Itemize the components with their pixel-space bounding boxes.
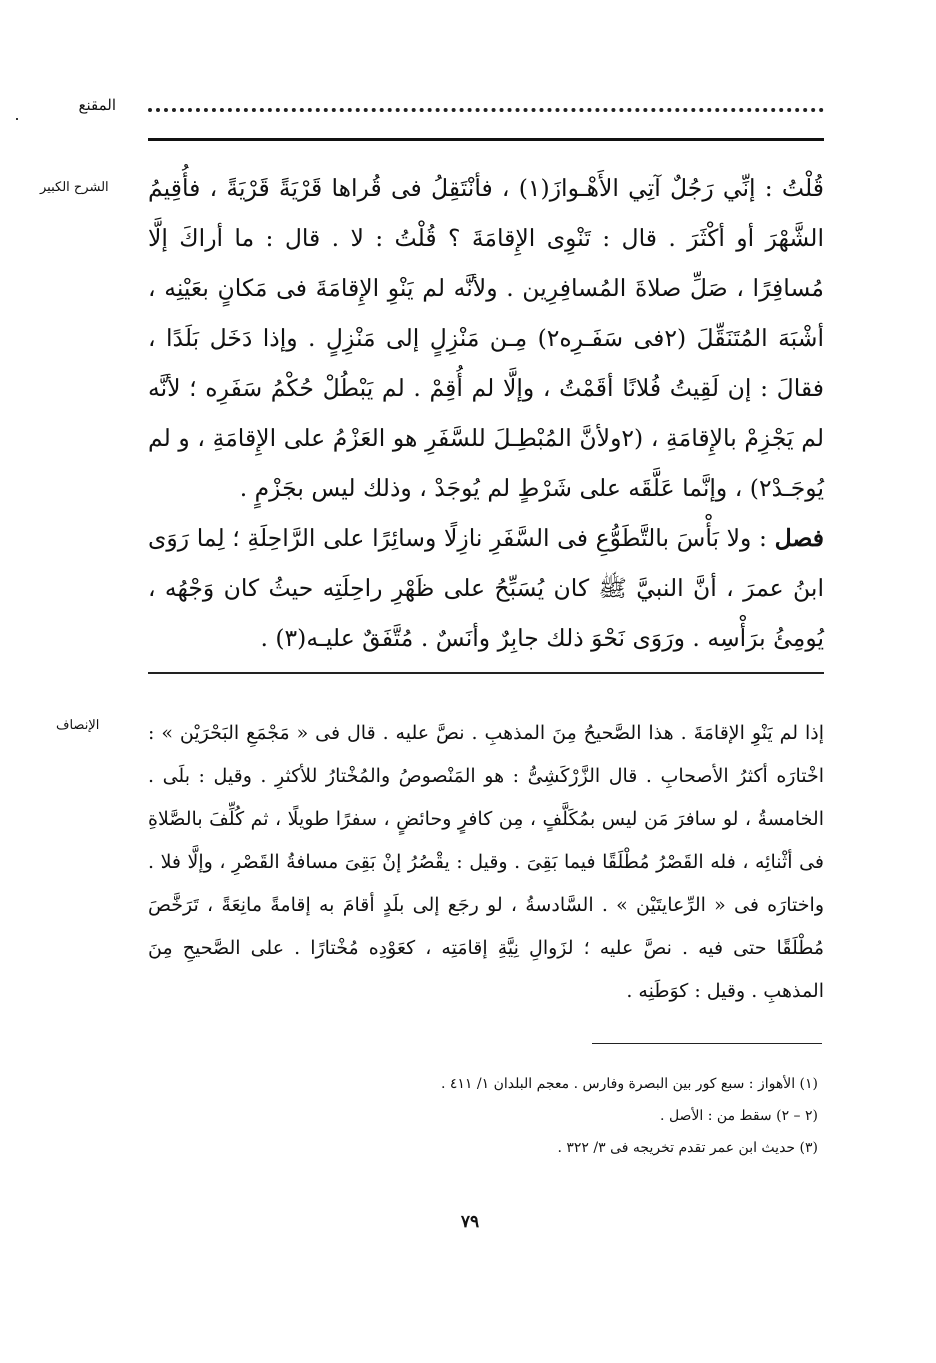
- sharh-paragraph-2: [148, 513, 824, 663]
- running-header-title: المقنع: [78, 96, 116, 114]
- section-divider: [148, 672, 824, 674]
- footnote-rule: [592, 1043, 822, 1044]
- sharh-paragraph-1: قُلْتُ : إنِّي رَجُلٌ آتِي الأَهْـوازَ(١) ، فأنْتَقِلُ فى قُراها قَرْيَةً قَرْيَةً ، فأُقِيمُ الشَّهْرَ أو أكْثَرَ . قال : تَنْوِى الإِقامَةَ ؟ قُلْتُ : لا . قال : ما أراكَ إلَّا مُسافِرًا ، صَلِّ صلاةَ المُسافِرِين . ولأنَّه لم يَنْوِ الإِقامَةَ فى مَكانٍ بعَيْنِه ، أشْبَهَ المُتَنَقِّلَ (٢فى سَفَـرِه٢) مِـن مَنْزِلٍ إلى مَنْزِلٍ . وإذا دَخَل بَلَدًا ، فقالَ : إن لَقِيتُ فُلانًا أقَمْتُ ، وإلَّا لم أُقِمْ . لم يَبْطُلْ حُكْمُ سَفَرِه ؛ لأنَّه لم يَجْزِمْ بالإِقامَةِ ، (٢ولأنَّ المُبْطِـلَ للسَّفَرِ هو العَزْمُ على الإِقامَةِ ، و لم يُوجَـدْ٢) ، وإنَّما عَلَّقَه على شَرْطٍ لم يُوجَدْ ، وذلك ليس بجَزْمٍ .: [148, 174, 825, 502]
- footnote-1: (١) الأهواز : سبع كور بين البصرة وفارس . معجم البلدان ١/ ٤١١ .: [440, 1076, 818, 1092]
- footnote-2: (٢ – ٢) سقط من : الأصل .: [660, 1108, 818, 1124]
- sharh-text-block: [148, 163, 824, 663]
- margin-label-sharh: الشرح الكبير: [40, 180, 109, 195]
- margin-label-insaf: الإنصاف: [56, 718, 100, 733]
- page-number: ٧٩: [460, 1212, 480, 1232]
- header-rule: [148, 138, 824, 141]
- fasl-text: : ولا بَأْسَ بالتَّطَوُّعِ فى السَّفَرِ نازِلًا وسائِرًا على الرَّاحِلَةِ ؛ لِما رَوَى ابنُ عمرَ ، أنَّ النبيَّ ﷺ كان يُسَبِّحُ على ظَهْرِ راحِلَتِه حيثُ كان وَجْهُه ، يُومِئُ برَأْسِه . ورَوَى نَحْوَ ذلك جابِرٌ وأنَسٌ . مُتَّفَقٌ عليـه(٣) .: [148, 524, 824, 652]
- header-dotted-leader: [148, 98, 824, 112]
- footnote-3: (٣) حديث ابن عمر تقدم تخريجه فى ٣/ ٣٢٢ .: [557, 1140, 818, 1156]
- stray-mark: [16, 118, 18, 120]
- insaf-text-block: [148, 712, 824, 1013]
- fasl-heading: فصل: [774, 524, 824, 552]
- insaf-paragraph: إذا لم يَنْوِ الإقامَةَ . هذا الصَّحيحُ مِنَ المذهبِ . نصَّ عليه . قال فى « مَجْمَعِ البَحْرَيْن » : اخْتارَه أكثرُ الأصحابِ . قال الزَّرْكَشِىُّ : هو المَنْصوصُ والمُخْتارُ للأكثرِ . وقيل : بلَى . الخامسةُ ، لو سافرَ مَن ليس بمُكَلَّفٍ ، مِن كافرٍ وحائضٍ ، سفرًا طويلًا ، ثم كُلِّفَ بالصَّلاةِ فى أثْنائِه ، فله القَصْرُ مُطْلَقًا فيما بَقِىَ . وقيل : يقْصُرُ إنْ بَقِىَ مسافةُ القَصْرِ ، وإلَّا فلا . واختارَه فى « الرِّعايتَيْن » . السَّادسةُ ، لو رجَع إلى بلَدٍ أقامَ به إقامةً مانِعَةً ، تَرَخَّصَ مُطْلَقًا حتى فيه . نصَّ عليه ؛ لزَوالِ نِيَّةِ إقامَتِه ، كعَوْدِه مُخْتارًا . على الصَّحيحِ مِنَ المذهبِ . وقيل : كوَطَنِه .: [148, 722, 824, 1002]
- footnotes: [158, 1068, 818, 1164]
